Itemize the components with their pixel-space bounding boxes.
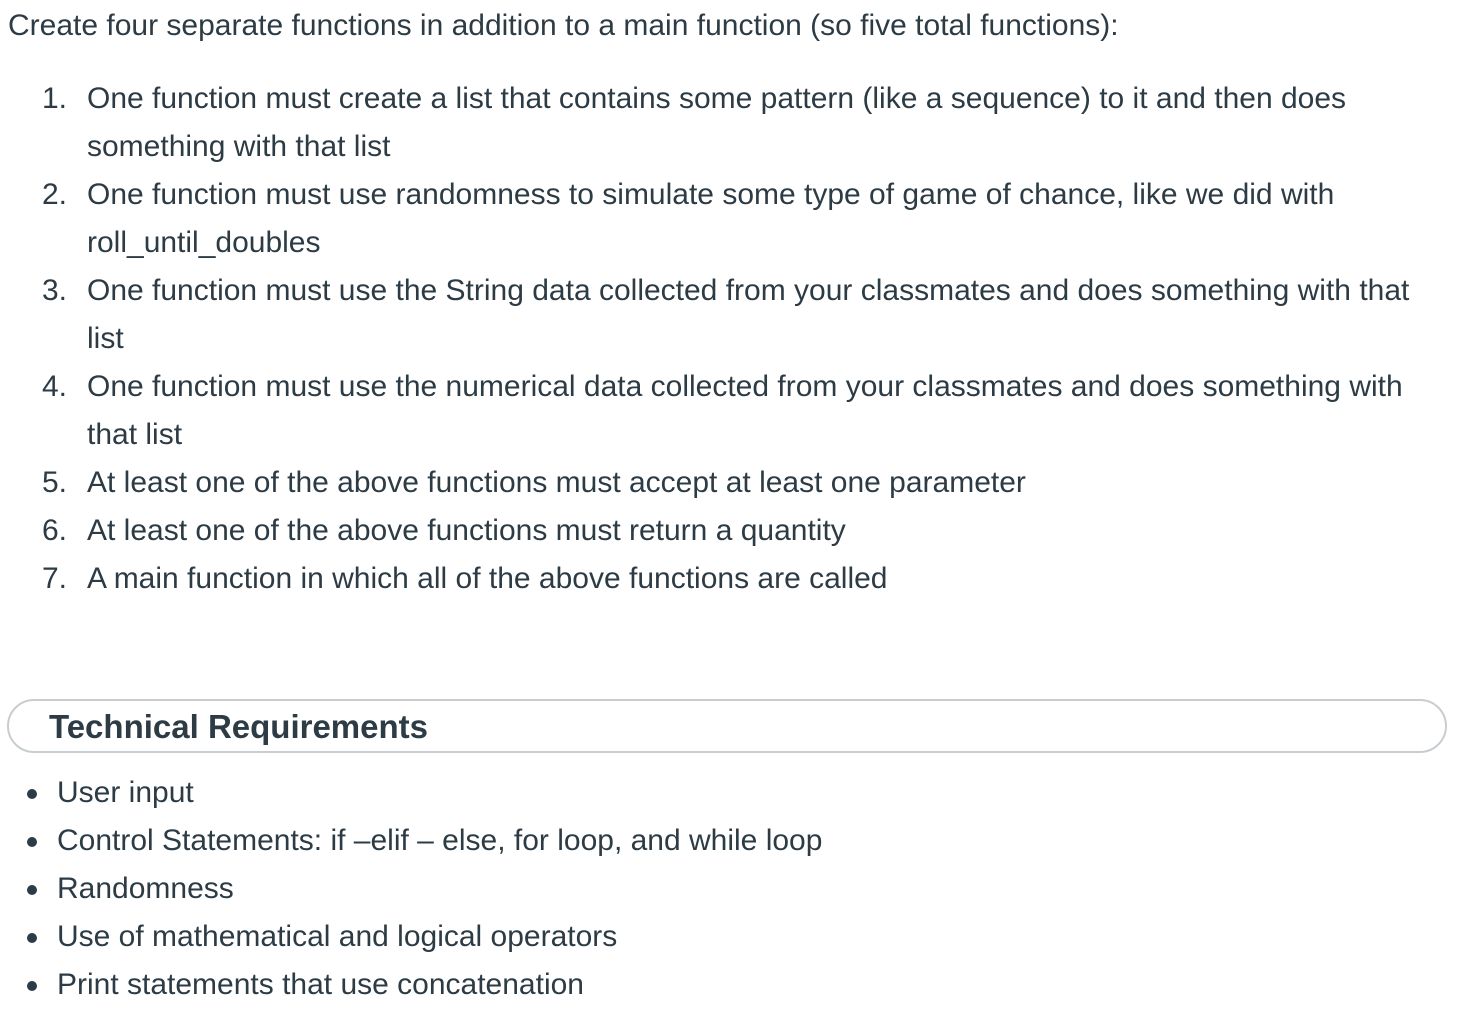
list-number: 4. (42, 370, 68, 403)
list-item (0, 507, 1440, 555)
list-item-text: Print statements that use concatenation (57, 968, 584, 1001)
list-item-text: Use of mathematical and logical operators (57, 920, 618, 953)
list-item-text: One function must use randomness to simulate some type of game of chance, like we did with roll_until_doubles (87, 178, 1335, 259)
bullet-icon (27, 837, 37, 847)
list-item-text: One function must use the numerical data collected from your classmates and does something with that list (87, 370, 1403, 451)
list-item-text: One function must use the String data collected from your classmates and does something with that list (87, 274, 1410, 355)
list-item-text: A main function in which all of the above functions are called (87, 562, 888, 595)
list-item-text: At least one of the above functions must return a quantity (87, 514, 846, 547)
list-item (0, 171, 1440, 267)
list-number: 5. (42, 466, 68, 499)
list-item-text: Control Statements: if –elif – else, for loop, and while loop (57, 824, 823, 857)
list-item-text: User input (57, 776, 194, 809)
technical-requirements-header (7, 699, 1447, 753)
list-item (0, 459, 1440, 507)
list-item (0, 865, 822, 913)
list-item (0, 555, 1440, 603)
list-item (0, 75, 1440, 171)
section-heading: Technical Requirements (49, 708, 429, 745)
list-item-text: At least one of the above functions must accept at least one parameter (87, 466, 1026, 499)
list-number: 1. (42, 82, 68, 115)
bullet-icon (27, 789, 37, 799)
intro-text: Create four separate functions in addition to a main function (so five total functions): (8, 9, 1119, 42)
list-item (0, 961, 822, 1009)
bullet-icon (27, 933, 37, 943)
list-number: 6. (42, 514, 68, 547)
requirements-list (0, 75, 1440, 603)
list-item (0, 769, 822, 817)
list-item (0, 267, 1440, 363)
list-item (0, 913, 822, 961)
list-item (0, 363, 1440, 459)
list-item (0, 817, 822, 865)
list-number: 3. (42, 274, 68, 307)
list-number: 7. (42, 562, 68, 595)
list-item-text: One function must create a list that contains some pattern (like a sequence) to it and then does something with that list (87, 82, 1347, 163)
bullet-icon (27, 981, 37, 991)
list-item-text: Randomness (57, 872, 234, 905)
list-number: 2. (42, 178, 68, 211)
bullet-icon (27, 885, 37, 895)
technical-requirements-list (0, 769, 822, 1009)
